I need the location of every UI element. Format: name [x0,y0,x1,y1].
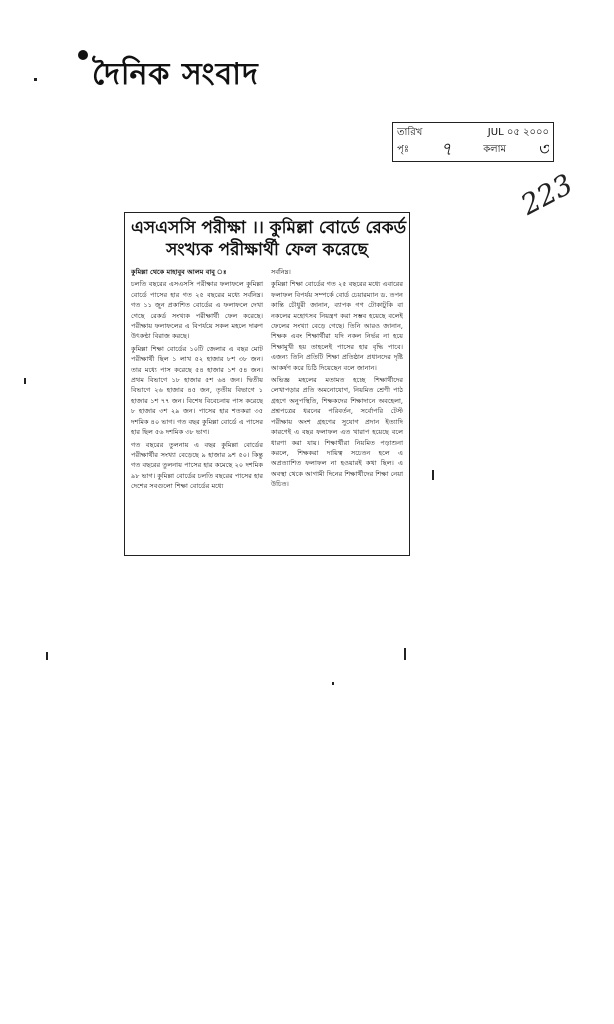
stamp-date-value: JUL ০৫ ২০০০ [487,127,549,138]
scan-speck [24,378,26,384]
stamp-date-row [397,125,549,142]
masthead-title: দৈনিক সংবাদ [92,57,259,92]
headline-line-1: এসএসসি পরীক্ষা ।। কুমিল্লা বোর্ডে রেকর্ড [131,218,407,238]
headline-line-2: সংখ্যক পরীক্ষার্থী ফেল করেছে [166,240,368,260]
newspaper-clipping [124,212,410,556]
article-paragraph: কুমিল্লা শিক্ষা বোর্ডের গত ২৫ বছরের মধ্যে এবারের ফলাফল বিপর্যয় সম্পর্কে বোর্ড চেয়ারম্যান ড. তপন কান্তি চৌধুরী জানান, ব্যাপক গণ টোকাটুকি বা নকলের মহোৎসব নিয়ন্ত্রণ করা সম্ভব হয়েছে বলেই ফেলের সংখ্যা বেড়ে গেছে। তিনি আরও জানান, শিক্ষক এবং শিক্ষার্থীরা যদি নকল নির্ভর না হয়ে শিক্ষামুখী হয় তাহলেই পাসের হার বৃদ্ধি পাবে। এজন্য তিনি প্রতিটি শিক্ষা প্রতিষ্ঠান প্রধানদের দৃষ্টি আকর্ষণ করে চিঠি দিয়েছেন বলে জানান। [271,280,403,372]
stamp-date-label: তারিখ [397,127,423,138]
scan-speck [34,78,37,81]
article-byline: কুমিল্লা থেকে মাহাবুব আলম বাবু ঃ [131,268,227,276]
handwritten-page-number: 223 [515,167,579,222]
stamp-page-label: পৃঃ [397,144,410,155]
article-paragraph: গত বছরের তুলনায় এ বছর কুমিল্লা বোর্ডের পরীক্ষার্থীর সংখ্যা বেড়েছে ৯ হাজার ৯শ ৫০। কিন্তু গত বছরের তুলনায় পাসের হার কমেছে ২০ দশমিক ৯৮ ভাগ। কুমিল্লা বোর্ডের চলতি বছরের পাসের হার দেশের সবগুলো শিক্ষা বোর্ডের মধ্যে [131,440,263,491]
article-paragraph: অভিজ্ঞ মহলের মতামত হচ্ছে শিক্ষার্থীদের লেখাপড়ার প্রতি অমনোযোগ, নিয়মিত শ্রেণী পাঠ গ্রহণে অনুপস্থিতি, শিক্ষকদের শিক্ষাদানে অবহেলা, প্রশ্নপত্রের ধরনের পরিবর্তন, সর্বোপরি টেস্ট পরীক্ষায় অংশ গ্রহণের সুযোগ প্রদান ইত্যাদি কারণেই এ বছর ফলাফল এত খারাপ হয়েছে বলে ধারণা করা যায়। শিক্ষার্থীরা নিয়মিত পড়াশুনা করলে, শিক্ষকরা দায়িত্ব সচেতন হলে এ অপ্রত্যাশিত ফলাফল না হওয়ারই কথা ছিল। এ অবস্থা থেকে আগামী দিনের শিক্ষার্থীদের শিক্ষা নেয়া উচিত। [271,376,403,489]
article-paragraph: সর্বনিম্ন। [271,268,291,276]
article-column-right [271,267,403,494]
article-paragraph: কুমিল্লা শিক্ষা বোর্ডের ১০টি জেলার এ বছর মোট পরীক্ষার্থী ছিল ১ লাখ ৫২ হাজার ৮শ ৩৮ জন। তার মধ্যে পাস করেছে ৫৪ হাজার ১শ ৫৪ জন। প্রথম বিভাগে ১৮ হাজার ৫শ ৬৪ জন। দ্বিতীয় বিভাগে ২৬ হাজার ৪৫ জন, তৃতীয় বিভাগে ১ হাজার ১শ ৭৭ জন। বিশেষ বিবেচনায় পাস করেছে ৮ হাজার ৩শ ২৯ জন। পাসের হার শতকরা ৩৫ দশমিক ৪০ ভাগ। গত বছর কুমিল্লা বোর্ডে এ পাসের হার ছিল ৫৬ দশমিক ৩৮ ভাগ। [131,344,263,437]
article-headline [131,217,407,261]
article-paragraph: চলতি বছরের এসএসসি পরীক্ষার ফলাফলে কুমিল্লা বোর্ডে পাসের হার গত ২৫ বছরের মধ্যে সর্বনিম্ন। গত ১১ জুন প্রকাশিত বোর্ডের এ ফলাফলে দেখা গেছে রেকর্ড সংখ্যক পরীক্ষার্থী ফেল করেছে। পরীক্ষায় ফলাফলের এ বিপর্যয়ে সকল মহলে দারুণ উৎকণ্ঠা বিরাজ করছে। [131,280,263,341]
scan-speck [332,682,334,685]
stamp-column-value: ৩ [537,142,549,159]
scan-speck [404,648,406,660]
scan-speck [46,652,48,660]
article-body [131,267,403,494]
date-stamp-box [392,122,554,162]
ink-blot-icon [78,50,88,60]
stamp-page-value: ৭ [440,142,453,159]
stamp-column-label: কলাম [483,144,507,155]
article-column-left [131,267,263,494]
newspaper-masthead [78,50,259,101]
scan-speck [432,470,434,480]
stamp-page-row [397,142,549,159]
